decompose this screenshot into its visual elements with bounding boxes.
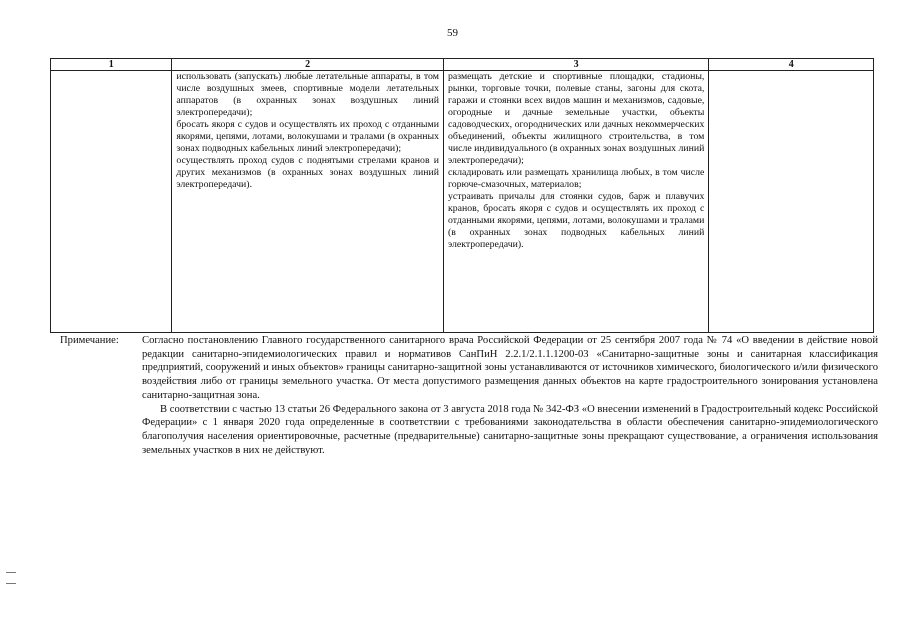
col2-item-1: использовать (запускать) любые летательные аппараты, в том числе воздушных змеев, спортивные модели летательных аппаратов (в охранных зонах воздушных линий электропередачи); — [176, 71, 439, 118]
note-body — [142, 334, 878, 457]
margin-mark — [6, 583, 16, 584]
margin-mark — [6, 572, 16, 573]
table-row — [51, 71, 874, 333]
col3-item-3: устраивать причалы для стоянки судов, барж и плавучих кранов, бросать якоря с судов и осуществлять их проход с отданными якорями, цепями, лотами, волокушами и тралами (в охранных зонах подводных кабельных линий электропередачи). — [447, 191, 705, 250]
note-paragraph-2: В соответствии с частью 13 статьи 26 Федерального закона от 3 августа 2018 года № 342-ФЗ «О внесении изменений в Градостроительный кодекс Российской Федерации» с 1 января 2020 года определенные в соответствии с требованиями законодательства в области обеспечения санитарно-эпидемиологического благополучия населения ориентировочные, расчетные (предварительные) санитарно-защитные зоны прекращают существование, а ограничения использования земельных участков в них не действуют. — [142, 403, 878, 456]
restrictions-table — [50, 58, 874, 333]
cell-col3 — [443, 71, 708, 333]
page-number: 59 — [447, 27, 458, 39]
col3-item-2: складировать или размещать хранилища любых, в том числе горюче-смазочных, материалов; — [447, 167, 705, 190]
cell-col4 — [709, 71, 874, 333]
col3-item-1: размещать детские и спортивные площадки, стадионы, рынки, торговые точки, полевые станы, загоны для скота, гаражи и стоянки всех видов машин и механизмов, садовые, огородные и дачные земельные участки, объекты садоводческих, огороднических или дачных некоммерческих объединений, объекты жилищного строительства, в том числе индивидуального (в охранных зонах воздушных линий электропередачи); — [447, 71, 705, 166]
cell-col1 — [51, 71, 172, 333]
column-header-4: 4 — [709, 59, 874, 71]
note-label: Примечание: — [60, 335, 119, 346]
cell-col2 — [172, 71, 444, 333]
col2-item-3: осуществлять проход судов с поднятыми стрелами кранов и других механизмов (в охранных зонах воздушных линий электропередачи). — [176, 155, 439, 190]
column-header-1: 1 — [51, 59, 172, 71]
column-header-2: 2 — [172, 59, 444, 71]
table-header-row — [51, 59, 874, 71]
column-header-3: 3 — [443, 59, 708, 71]
col2-item-2: бросать якоря с судов и осуществлять их проход с отданными якорями, цепями, лотами, волокушами и тралами (в охранных зонах подводных кабельных линий электропередачи); — [176, 119, 439, 154]
note-paragraph-1: Согласно постановлению Главного государственного санитарного врача Российской Федерации от 25 сентября 2007 года № 74 «О введении в действие новой редакции санитарно-эпидемиологических правил и нормативов СанПиН 2.2.1/2.1.1.1200-03 «Санитарно-защитные зоны и санитарная классификация предприятий, сооружений и иных объектов» границы санитарно-защитной зоны устанавливаются от источников химического, биологического и/или физического воздействия либо от границы земельного участка. От места допустимого размещения данных объектов на карте градостроительного зонирования установлена санитарно-защитная зона. — [142, 335, 878, 401]
